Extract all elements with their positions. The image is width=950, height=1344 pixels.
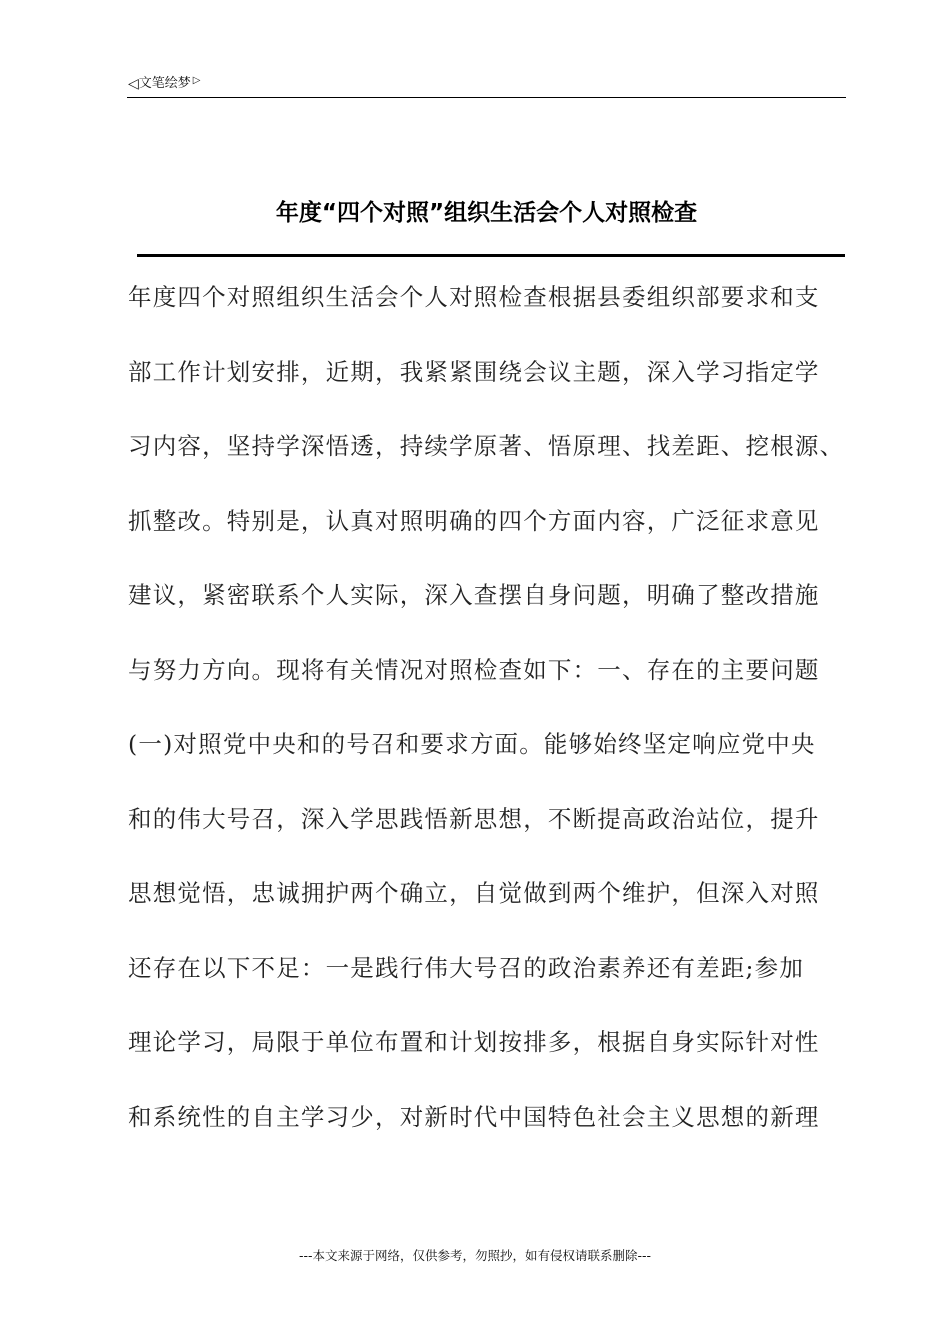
- body-line: 部工作计划安排，近期，我紧紧围绕会议主题，深入学习指定学: [128, 357, 820, 386]
- body-line: 习内容，坚持学深悟透，持续学原著、悟原理、找差距、挖根源、: [128, 432, 845, 460]
- title-divider: [137, 254, 845, 257]
- body-line: 年度四个对照组织生活会个人对照检查根据县委组织部要求和支: [128, 283, 820, 311]
- body-line: 抓整改。特别是，认真对照明确的四个方面内容，广泛征求意见: [128, 506, 820, 535]
- body-line: 和系统性的自主学习少，对新时代中国特色社会主义思想的新理: [128, 1102, 820, 1131]
- body-line: 与努力方向。现将有关情况对照检查如下：一、存在的主要问题: [128, 655, 820, 684]
- header-text: 文笔绘梦: [138, 76, 191, 91]
- header-divider: [127, 97, 846, 98]
- left-triangle-icon: ◁: [128, 76, 139, 92]
- page-header: [128, 74, 201, 94]
- right-triangle-icon: ▷: [192, 75, 201, 86]
- body-line: 思想觉悟，忠诚拥护两个确立，自觉做到两个维护，但深入对照: [128, 879, 820, 907]
- body-line: 和的伟大号召，深入学思践悟新思想，不断提高政治站位，提升: [128, 804, 820, 833]
- body-line: (一)对照党中央和的号召和要求方面。能够始终坚定响应党中央: [128, 730, 816, 758]
- page-footer: ---本文来源于网络，仅供参考，勿照抄，如有侵权请联系删除---: [298, 1248, 652, 1263]
- body-text: [128, 270, 858, 1164]
- body-line: 理论学习，局限于单位布置和计划按排多，根据自身实际针对性: [128, 1028, 820, 1056]
- body-line: 还存在以下不足：一是践行伟大号召的政治素养还有差距;参加: [128, 953, 805, 982]
- body-line: 建议，紧密联系个人实际，深入查摆自身问题，明确了整改措施: [128, 581, 820, 609]
- document-title: 年度“四个对照”组织生活会个人对照检查: [275, 200, 698, 226]
